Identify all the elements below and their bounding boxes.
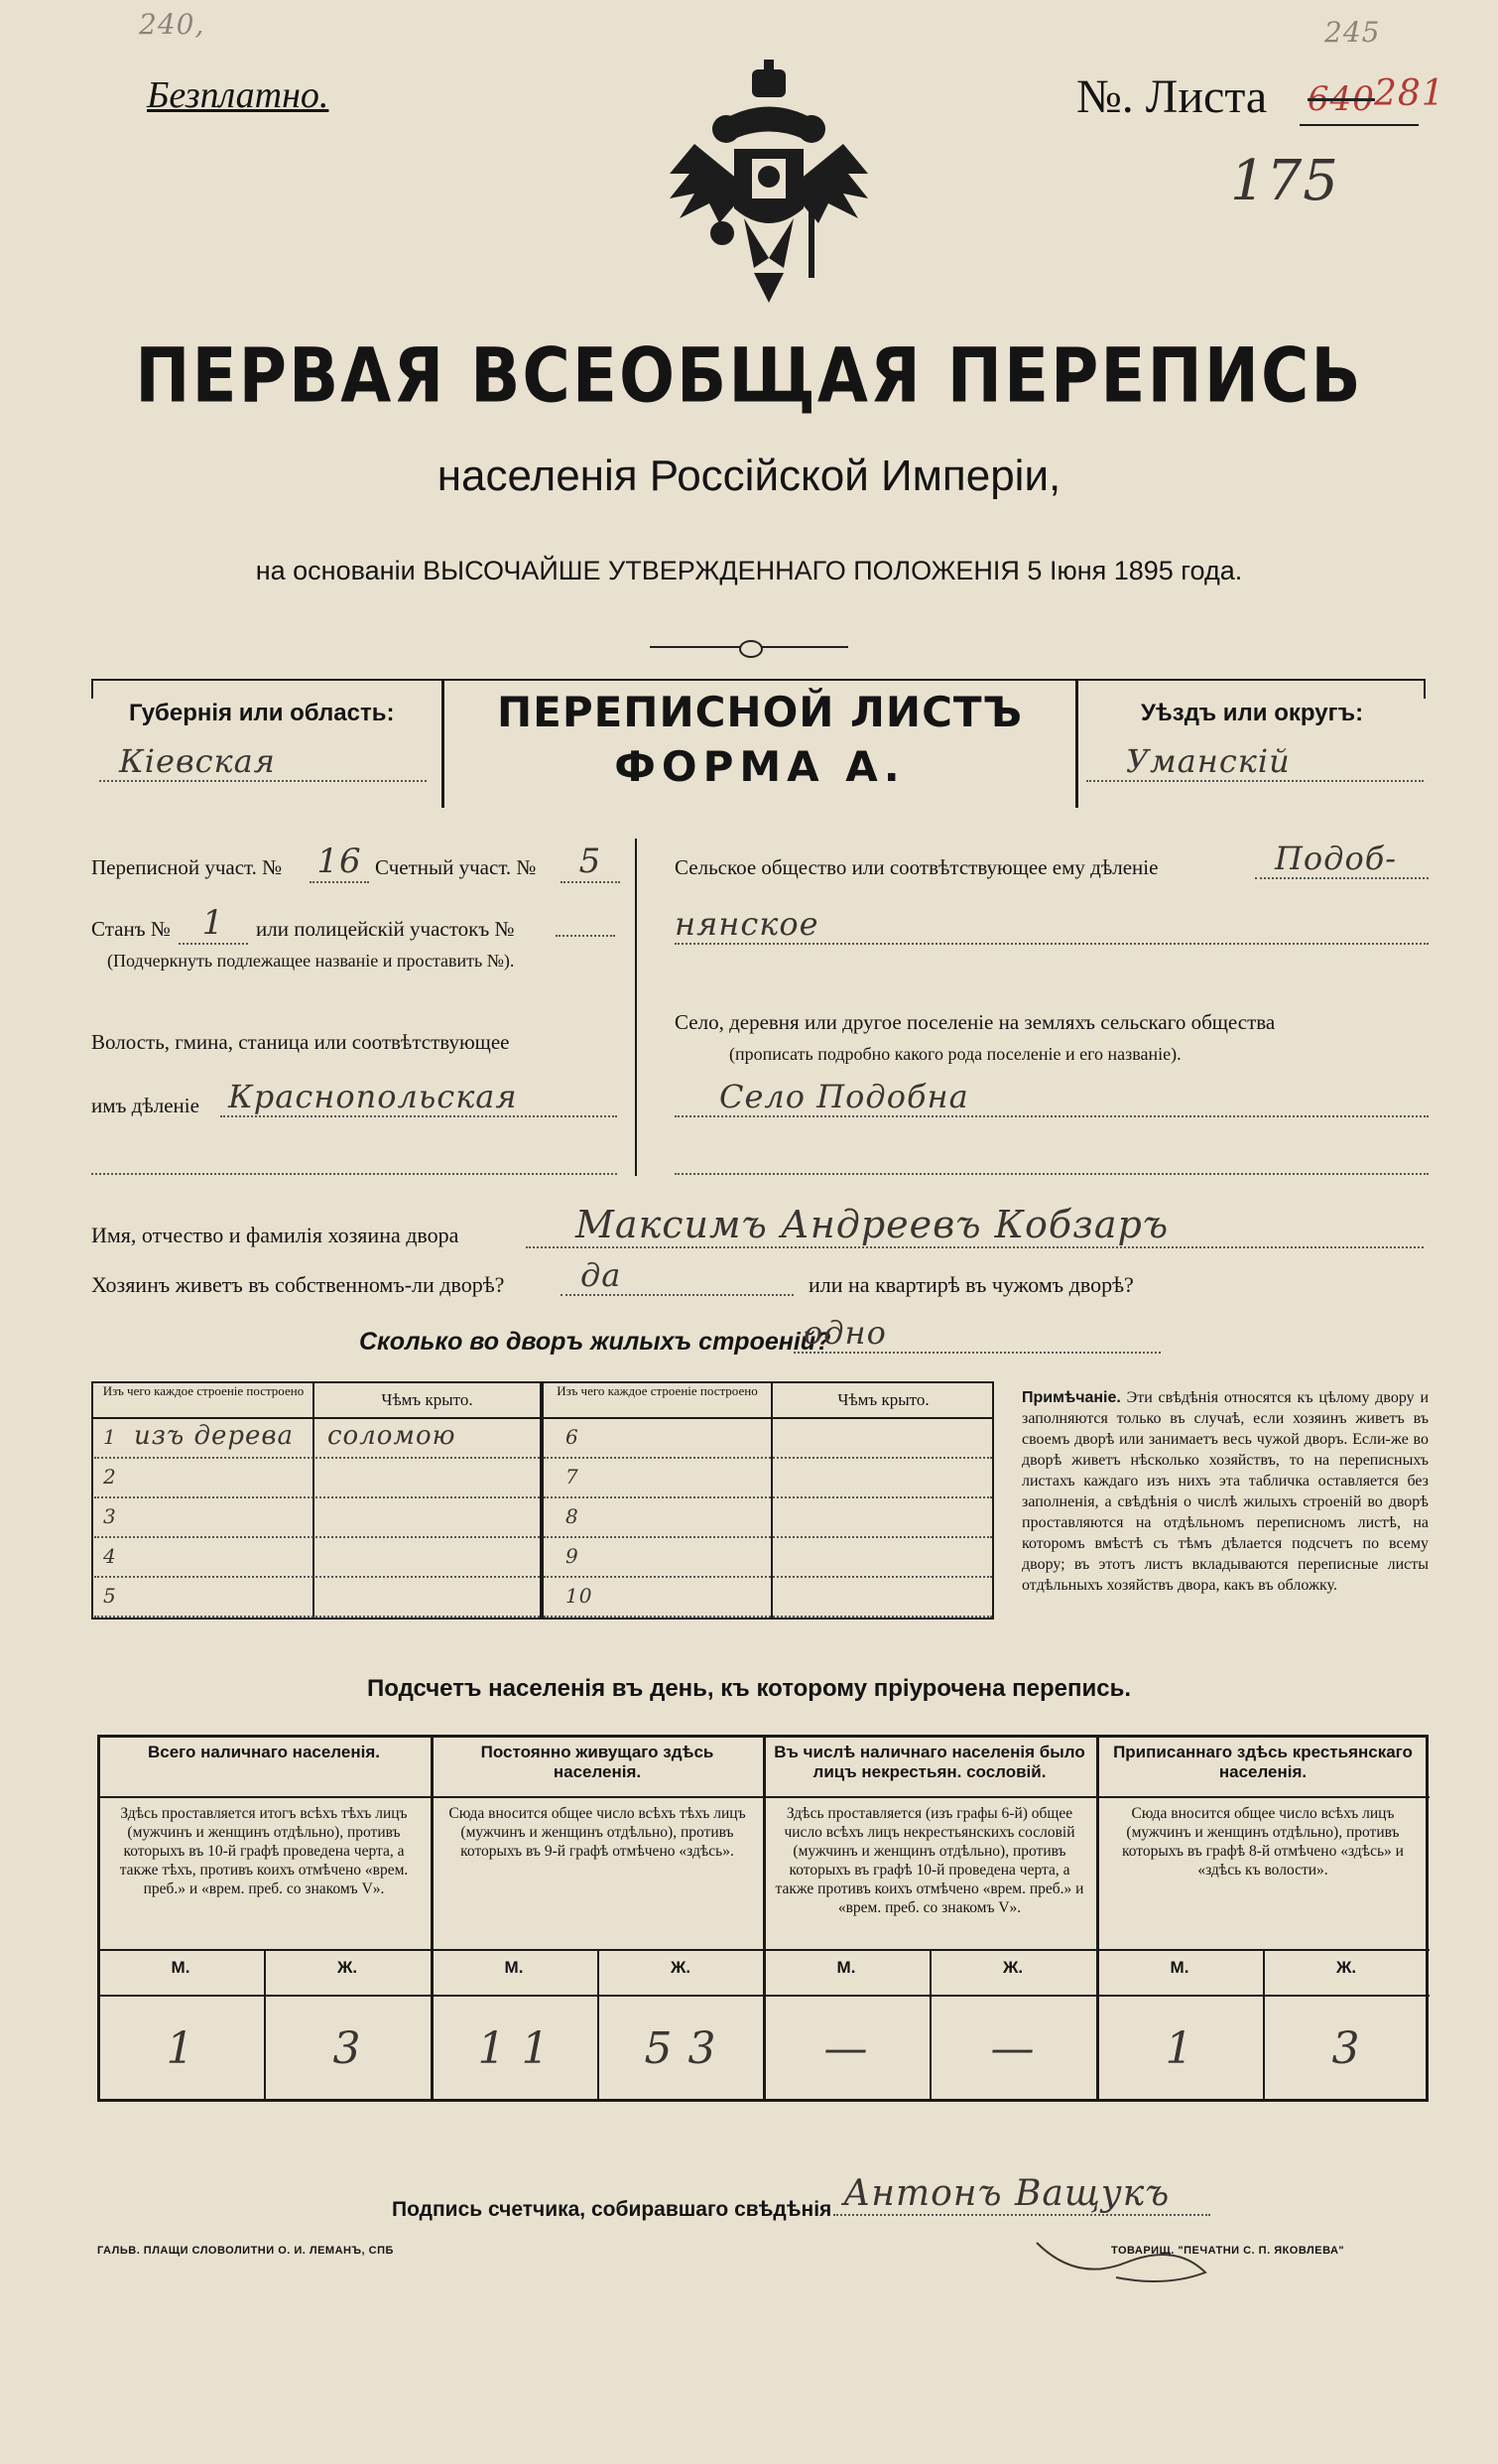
- gubernia-label: Губернія или область:: [129, 700, 395, 726]
- building-row-number: 2: [103, 1465, 117, 1489]
- note-text: Эти свѣдѣнія относятся къ цѣлому двору и заполняются только въ случаѣ, если хозяинъ живетъ въ своемъ дворѣ или занимаетъ весь чужой дворъ. Если-же во дворѣ живетъ нѣсколько хозяйствъ, то на переписныхъ листахъ каждаго изъ нихъ эта табличка оставляется без заполненія, а свѣдѣнія о числѣ жилыхъ строеній во дворѣ проставляются на отдѣльномъ переписномъ листѣ, на которомъ вмѣстѣ съ тѣмъ дѣлается подсчетъ по всему двору; въ этотъ листъ вкладываются переписные листы отдѣльныхъ хозяйствъ двора, какъ въ обложку.: [1022, 1389, 1430, 1594]
- tally-m-value: 1: [166, 2023, 195, 2074]
- building-row-material: изъ дерева: [134, 1421, 295, 1451]
- tally-column-title: Въ числѣ наличнаго населенія было лицъ некрестьян. сословій.: [774, 1743, 1085, 1781]
- volost-label-2: имъ дѣленіе: [91, 1094, 199, 1117]
- building-row-number: 3: [103, 1504, 117, 1528]
- building-row-line: [94, 1536, 540, 1538]
- sheet-number-handwritten: 175: [1230, 149, 1339, 213]
- schetny-label: Счетный участ. №: [375, 855, 537, 879]
- volost-extra-line: [91, 1171, 617, 1175]
- uezd-value: Уманскій: [1086, 742, 1424, 782]
- free-label: Безплатно.: [147, 74, 329, 116]
- volost-value: Краснопольская: [220, 1078, 617, 1117]
- building-row-number: 10: [565, 1584, 593, 1608]
- building-row-number: 6: [565, 1425, 579, 1449]
- tally-m-value: —: [823, 2023, 869, 2074]
- note-title: Примѣчаніе.: [1022, 1389, 1121, 1406]
- tally-f-header: Ж.: [670, 1958, 691, 1977]
- uchastok-value: 16: [310, 842, 369, 883]
- buildings-note: [1022, 1387, 1429, 1596]
- stan-label: Станъ №: [91, 917, 171, 941]
- buildings-value: одно: [794, 1314, 1161, 1354]
- building-row-line: [94, 1457, 540, 1459]
- tally-f-value: 5 3: [644, 2023, 717, 2074]
- building-row-line: [544, 1536, 992, 1538]
- police-label: или полицейскій участокъ №: [256, 917, 515, 941]
- owner-name-label: Имя, отчество и фамилія хозяина двора: [91, 1223, 459, 1247]
- tally-f-value: 3: [1331, 2023, 1361, 2074]
- police-value-line: [556, 933, 615, 937]
- stan-note: (Подчеркнуть подлежащее названіе и проставить №).: [107, 951, 515, 971]
- tally-column-title: Постоянно живущаго здѣсь населенія.: [480, 1743, 714, 1781]
- village-label: Село, деревня или другое поселеніе на земляхъ сельскаго общества: [675, 1010, 1276, 1034]
- form-title: ПЕРЕПИСНОЙ ЛИСТЪ: [496, 688, 1024, 736]
- building-row-line: [94, 1616, 540, 1618]
- building-row-number: 1: [103, 1425, 117, 1449]
- printer-left: ГАЛЬВ. ПЛАЩИ СЛОВОЛИТНИ О. И. ЛЕМАНЪ, СПБ: [97, 2245, 394, 2257]
- pencil-mark-right: 245: [1324, 16, 1381, 49]
- legal-basis: на основаніи ВЫСОЧАЙШЕ УТВЕРЖДЕННАГО ПОЛОЖЕНІЯ 5 Іюня 1895 года.: [255, 556, 1243, 585]
- tally-column-desc: Сюда вносится общее число всѣхъ лицъ (мужчинъ и женщинъ отдѣльно), противъ которыхъ въ графѣ 8-й отмѣчено «здѣсь» и «здѣсь къ волости».: [1122, 1805, 1404, 1879]
- village-note: (прописать подробно какого рода поселеніе и его названіе).: [729, 1044, 1182, 1064]
- building-row-line: [544, 1616, 992, 1618]
- tally-column-desc: Здѣсь проставляется (изъ графы 6-й) общее число всѣхъ лицъ некрестьянскихъ сословій (мужчинъ и женщинъ отдѣльно), противъ которыхъ въ графѣ 10-й проведена черта, а также противъ коихъ отмѣчено «врем. преб.» и «врем. преб. со знакомъ V».: [775, 1805, 1084, 1916]
- own-yard-label: Хозяинъ живетъ въ собственномъ-ли дворѣ?: [91, 1272, 505, 1297]
- printer-right: ТОВАРИЩ. "ПЕЧАТНИ С. П. ЯКОВЛЕВА": [1111, 2245, 1345, 2257]
- buildings-label: Сколько во дворъ жилыхъ строеній?: [359, 1328, 831, 1356]
- building-row-number: 8: [565, 1504, 579, 1528]
- tally-m-header: М.: [836, 1958, 856, 1977]
- owner-name-value: Максимъ Андреевъ Кобзаръ: [526, 1203, 1424, 1248]
- col-roof-right: Чѣмъ крыто.: [837, 1390, 930, 1409]
- tally-column-title: Приписаннаго здѣсь крестьянскаго населенія.: [1113, 1743, 1413, 1781]
- tally-m-value: 1: [1165, 2023, 1194, 2074]
- building-row-line: [544, 1496, 992, 1498]
- volost-label: Волость, гмина, станица или соотвѣтствующее: [91, 1030, 510, 1054]
- form-name: ФОРМА А.: [614, 742, 906, 791]
- society-value-1: Подоб-: [1255, 840, 1429, 879]
- tally-m-header: М.: [504, 1958, 524, 1977]
- page-title: ПЕРВАЯ ВСЕОБЩАЯ ПЕРЕПИСЬ: [135, 331, 1363, 420]
- building-row-number: 7: [565, 1465, 579, 1489]
- building-row-line: [94, 1576, 540, 1578]
- pencil-mark-left: 240,: [139, 8, 205, 41]
- tally-column-desc: Сюда вносится общее число всѣхъ тѣхъ лицъ (мужчинъ и женщинъ отдѣльно), противъ которыхъ въ 9-й графѣ отмѣчено «здѣсь».: [448, 1805, 746, 1860]
- tally-f-header: Ж.: [1335, 1958, 1357, 1977]
- building-row-number: 5: [103, 1584, 117, 1608]
- building-row-line: [544, 1457, 992, 1459]
- tally-f-header: Ж.: [336, 1958, 358, 1977]
- building-row-line: [94, 1496, 540, 1498]
- signature-label: Подпись счетчика, собиравшаго свѣдѣнія: [392, 2198, 832, 2221]
- stan-value: 1: [179, 903, 248, 945]
- uezd-label: Уѣздъ или округъ:: [1141, 700, 1364, 726]
- double-headed-eagle-emblem: [665, 60, 873, 308]
- tally-m-value: 1 1: [477, 2023, 551, 2074]
- own-yard-value: да: [561, 1256, 794, 1296]
- tally-m-header: М.: [1170, 1958, 1189, 1977]
- tally-column-desc: Здѣсь проставляется итогъ всѣхъ тѣхъ лицъ (мужчинъ и женщинъ отдѣльно), противъ которыхъ въ 10-й графѣ проведена черта, а также тѣхъ, противъ коихъ отмѣчено «врем. преб.» и «врем. преб. со знакомъ V».: [119, 1805, 409, 1897]
- signature-value: Антонъ Ващукъ: [833, 2173, 1210, 2216]
- building-row-number: 4: [103, 1544, 117, 1568]
- sheet-number-struck: 640: [1308, 79, 1375, 119]
- schetny-value: 5: [561, 842, 620, 883]
- uchastok-label: Переписной участ. №: [91, 855, 283, 879]
- society-value-2: нянское: [675, 905, 1429, 945]
- page-subtitle: населенія Россійской Имперіи,: [437, 452, 1061, 500]
- building-row-roof: соломою: [327, 1421, 456, 1451]
- gubernia-value: Кіевская: [99, 742, 427, 782]
- col-material-right: Изъ чего каждое строеніе построено: [557, 1383, 758, 1398]
- ornament: [650, 640, 848, 654]
- tally-f-value: —: [990, 2023, 1036, 2074]
- col-material-left: Изъ чего каждое строеніе построено: [102, 1383, 305, 1398]
- sheet-number-label: №. Листа: [1076, 70, 1268, 123]
- sheet-number-red: 281: [1374, 73, 1445, 114]
- tally-f-header: Ж.: [1002, 1958, 1024, 1977]
- tally-column-title: Всего наличнаго населенія.: [148, 1743, 380, 1761]
- village-value: Село Подобна: [675, 1078, 1429, 1117]
- society-label: Сельское общество или соотвѣтствующее ему дѣленіе: [675, 855, 1159, 879]
- building-row-line: [544, 1576, 992, 1578]
- other-yard-label: или на квартирѣ въ чужомъ дворѣ?: [809, 1272, 1134, 1297]
- tally-f-value: 3: [332, 2023, 362, 2074]
- building-row-number: 9: [565, 1544, 579, 1568]
- village-extra-line: [675, 1171, 1429, 1175]
- col-roof-left: Чѣмъ крыто.: [381, 1390, 473, 1409]
- tally-title: Подсчетъ населенія въ день, къ которому пріурочена перепись.: [367, 1675, 1131, 1702]
- tally-m-header: М.: [171, 1958, 190, 1977]
